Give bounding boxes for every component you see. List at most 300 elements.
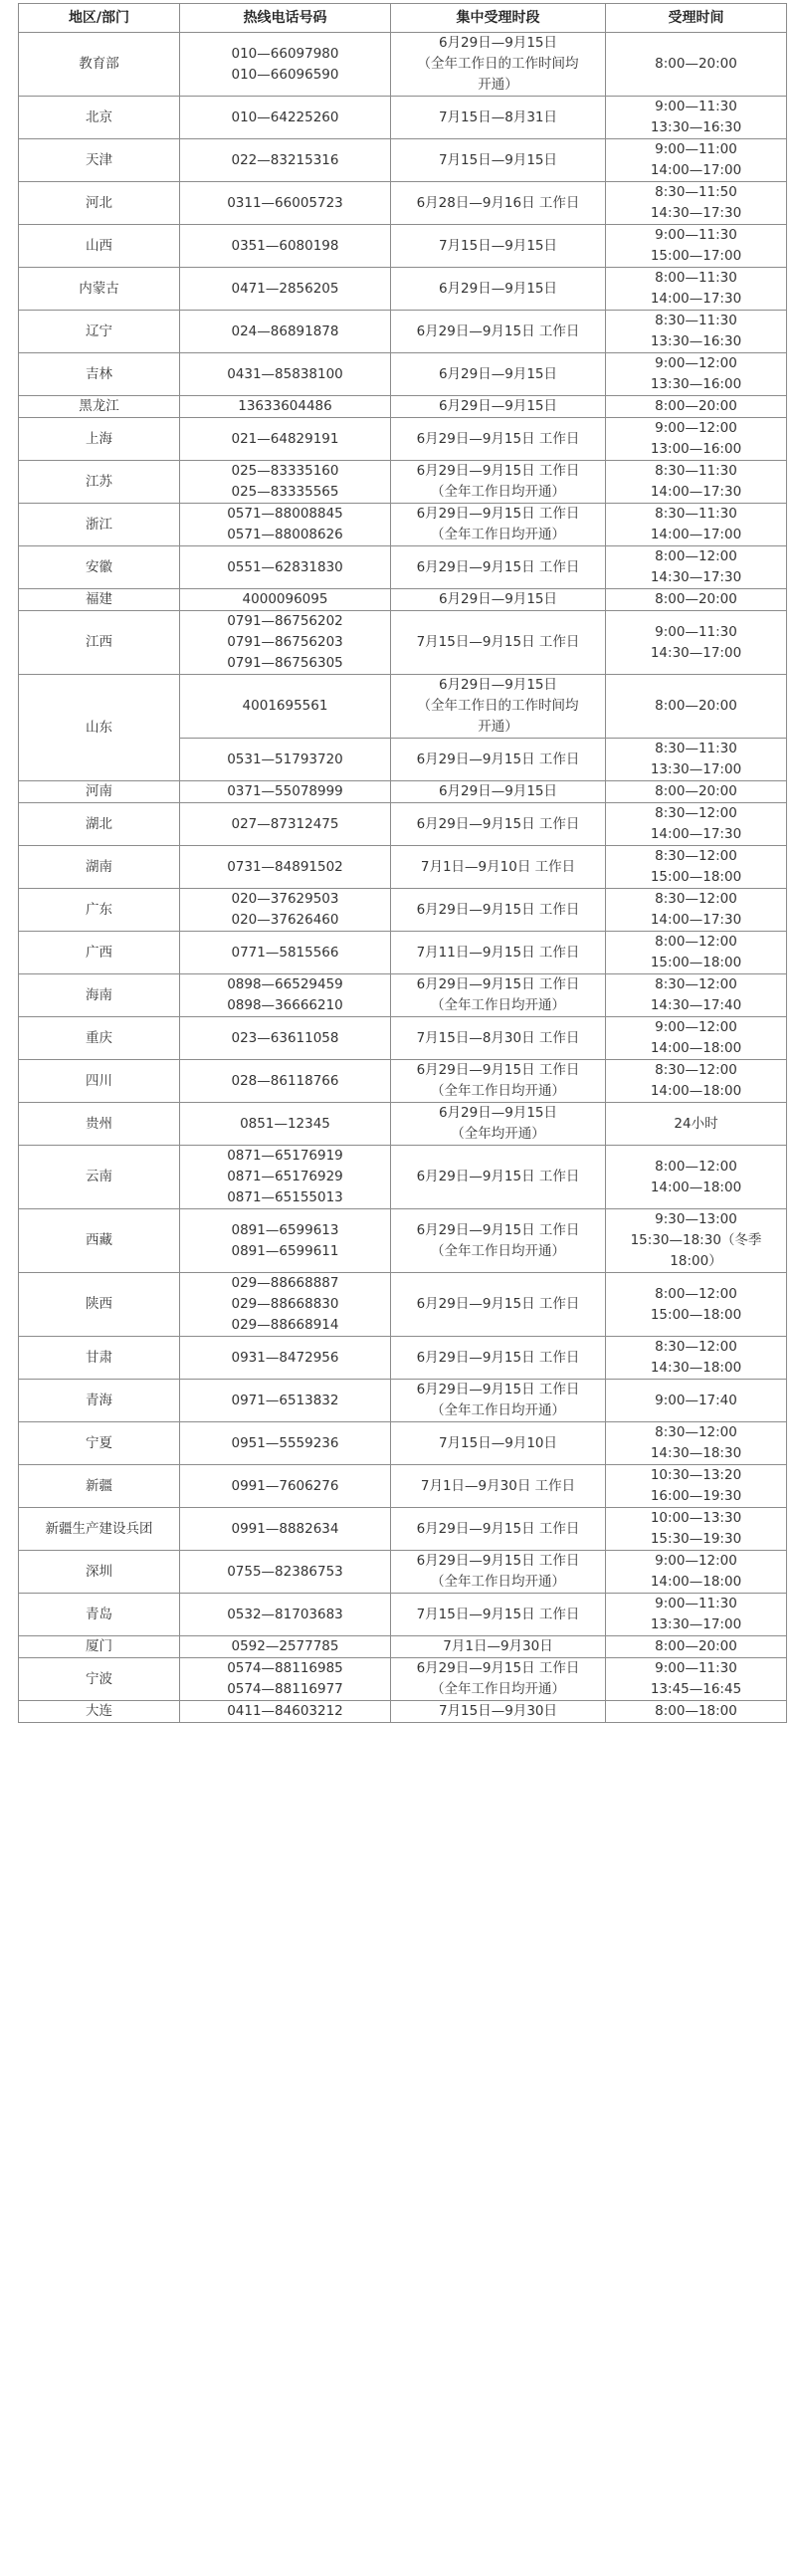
phone-cell [180,1103,391,1146]
table-row [19,311,787,353]
region-cell: 四川 [19,1060,180,1103]
period-cell [391,1701,606,1723]
phone-cell [180,1060,391,1103]
phone-cell-line: 0891—6599613 [231,1221,339,1238]
hours-cell-line: 8:30—12:00 [655,805,737,821]
hours-cell-line: 9:00—11:30 [655,227,737,243]
phone-cell-line: 4001695561 [242,698,328,714]
hours-cell [606,1146,787,1209]
hours-cell-line: 15:00—18:00 [650,1306,742,1323]
phone-cell-line: 0771—5815566 [231,944,339,961]
table-row [19,418,787,461]
hours-cell-line: 8:00—20:00 [655,1638,737,1654]
phone-cell [180,1636,391,1658]
hours-cell-line: 14:00—17:30 [650,291,742,307]
hours-cell-line: 8:00—20:00 [655,398,737,414]
table-row [19,889,787,932]
phone-cell-line: 024—86891878 [231,322,339,339]
header-region: 地区/部门 [19,4,180,33]
table-row [19,1701,787,1723]
table-row [19,1273,787,1337]
region-cell: 广西 [19,932,180,974]
period-cell [391,1337,606,1380]
hours-cell-line: 15:30—19:30 [650,1531,742,1547]
period-cell-line: 6月29日—9月15日 工作日 [416,1062,580,1078]
period-cell [391,1658,606,1701]
region-cell: 海南 [19,974,180,1017]
period-cell-line: 7月1日—9月10日 工作日 [420,858,576,875]
table-row [19,504,787,546]
phone-cell-line: 0351—6080198 [231,237,339,254]
hours-cell-line: 18:00） [670,1253,722,1269]
hours-cell [606,33,787,97]
hours-cell [606,1658,787,1701]
hours-cell-line: 9:00—11:30 [655,99,737,114]
period-cell-line: 6月29日—9月15日 [438,398,558,414]
hours-cell [606,889,787,932]
period-cell-line: 开通） [478,719,518,735]
hours-cell [606,461,787,504]
phone-cell-line: 0755—82386753 [227,1563,343,1580]
period-cell [391,675,606,739]
region-cell: 青海 [19,1380,180,1422]
phone-cell-line: 0931—8472956 [231,1349,339,1366]
phone-cell [180,1465,391,1508]
phone-cell-line: 0411—84603212 [227,1703,343,1719]
phone-cell-line: 0891—6599611 [231,1242,339,1259]
phone-cell-line: 0871—65155013 [227,1189,343,1205]
period-cell-line: 6月29日—9月15日 工作日 [416,1520,580,1537]
table-row [19,461,787,504]
table-row [19,1551,787,1594]
period-cell [391,33,606,97]
period-cell-line: 6月29日—9月15日 [438,35,558,51]
phone-cell [180,1658,391,1701]
period-cell-line: 6月29日—9月15日 工作日 [416,506,580,522]
period-cell-line: 6月29日—9月15日 [438,591,558,607]
period-cell-line: 6月29日—9月15日 [438,783,558,799]
period-cell-line: （全年工作日均开通） [431,1242,565,1259]
period-cell-line: 7月15日—9月15日 工作日 [416,1606,580,1622]
phone-cell [180,1701,391,1723]
period-cell [391,1380,606,1422]
hours-cell-line: 15:00—17:00 [650,248,742,264]
phone-cell [180,781,391,803]
hours-cell-line: 8:30—12:00 [655,1062,737,1078]
period-cell [391,1465,606,1508]
hours-cell-line: 14:30—17:30 [650,569,742,585]
hours-cell-line: 8:30—12:00 [655,891,737,907]
period-cell-line: 6月29日—9月15日 工作日 [416,1221,580,1238]
hours-cell-line: 10:00—13:30 [650,1510,742,1526]
phone-cell-line: 0574—88116977 [227,1681,343,1697]
header-phone: 热线电话号码 [180,4,391,33]
hours-cell-line: 8:00—12:00 [655,548,737,564]
hours-cell-line: 13:30—16:00 [650,376,742,392]
period-cell [391,418,606,461]
hours-cell [606,139,787,182]
phone-cell-line: 010—66097980 [231,45,339,62]
hours-cell-line: 8:00—11:30 [655,270,737,286]
region-cell: 湖北 [19,803,180,846]
region-cell: 新疆生产建设兵团 [19,1508,180,1551]
phone-cell-line: 025—83335565 [231,484,339,500]
phone-cell [180,974,391,1017]
table-row [19,268,787,311]
hours-cell [606,1701,787,1723]
table-row [19,846,787,889]
header-period: 集中受理时段 [391,4,606,33]
region-cell: 湖南 [19,846,180,889]
table-row [19,546,787,589]
hours-cell [606,1337,787,1380]
region-cell: 江苏 [19,461,180,504]
period-cell-line: 6月29日—9月15日 工作日 [416,1553,580,1569]
phone-cell [180,675,391,739]
region-cell: 山东 [19,675,180,781]
hours-cell [606,932,787,974]
phone-cell-line: 0571—88008626 [227,527,343,542]
phone-cell-line: 0592—2577785 [231,1638,339,1654]
period-cell-line: 6月29日—9月15日 [438,280,558,297]
phone-cell-line: 0471—2856205 [231,280,339,297]
hours-cell-line: 9:00—11:30 [655,1596,737,1611]
phone-cell-line: 0551—62831830 [227,558,343,575]
period-cell-line: 6月29日—9月15日 工作日 [416,322,580,339]
table-row [19,1636,787,1658]
hours-cell-line: 9:00—17:40 [655,1392,737,1408]
hours-cell [606,225,787,268]
hours-cell [606,268,787,311]
hours-cell-line: 14:00—17:00 [650,527,742,542]
table-row [19,675,787,739]
phone-cell-line: 0871—65176919 [227,1148,343,1164]
region-cell: 青岛 [19,1594,180,1636]
region-cell: 广东 [19,889,180,932]
period-cell-line: （全年均开通） [451,1126,545,1142]
region-cell: 河北 [19,182,180,225]
hours-cell [606,675,787,739]
hours-cell-line: 8:00—20:00 [655,591,737,607]
phone-cell [180,611,391,675]
hours-cell-line: 10:30—13:20 [650,1467,742,1483]
region-cell: 辽宁 [19,311,180,353]
hours-cell-line: 13:30—16:30 [650,333,742,349]
phone-cell [180,139,391,182]
period-cell-line: 开通） [478,77,518,93]
phone-cell [180,268,391,311]
hours-cell-line: 8:30—12:00 [655,1424,737,1440]
hours-cell-line: 8:30—11:30 [655,506,737,522]
period-cell [391,139,606,182]
phone-cell-line: 0991—7606276 [231,1477,339,1494]
period-cell [391,546,606,589]
period-cell [391,739,606,781]
period-cell-line: 7月15日—8月30日 工作日 [416,1029,580,1046]
hours-cell-line: 15:00—18:00 [650,955,742,970]
phone-cell [180,589,391,611]
period-cell [391,781,606,803]
table-row [19,932,787,974]
hours-cell-line: 8:00—20:00 [655,698,737,714]
period-cell [391,611,606,675]
hours-cell [606,1380,787,1422]
hours-cell [606,1465,787,1508]
phone-cell-line: 0791—86756203 [227,634,343,650]
period-cell-line: 7月15日—9月30日 [438,1703,558,1719]
table-row [19,611,787,675]
region-cell: 宁波 [19,1658,180,1701]
phone-cell [180,461,391,504]
period-cell [391,504,606,546]
header-hours: 受理时间 [606,4,787,33]
hours-cell [606,97,787,139]
hours-cell [606,1508,787,1551]
period-cell-line: 6月29日—9月15日 工作日 [416,430,580,447]
period-cell [391,182,606,225]
period-cell [391,589,606,611]
period-cell-line: 6月29日—9月15日 工作日 [416,1169,580,1184]
hours-cell-line: 8:00—18:00 [655,1703,737,1719]
hours-cell-line: 14:00—17:30 [650,826,742,842]
phone-cell [180,33,391,97]
hotline-table [18,3,787,1723]
table-row [19,1146,787,1209]
period-cell [391,889,606,932]
phone-cell [180,1594,391,1636]
hours-cell-line: 13:45—16:45 [650,1681,742,1697]
hours-cell [606,546,787,589]
hours-cell [606,846,787,889]
table-row [19,33,787,97]
period-cell [391,1103,606,1146]
phone-cell [180,396,391,418]
period-cell [391,396,606,418]
period-cell-line: （全年工作日均开通） [431,1402,565,1418]
period-cell [391,311,606,353]
hours-cell [606,1422,787,1465]
period-cell [391,846,606,889]
phone-cell [180,182,391,225]
phone-cell-line: 0971—6513832 [231,1392,339,1408]
region-cell: 新疆 [19,1465,180,1508]
hours-cell-line: 13:30—16:30 [650,119,742,135]
phone-cell-line: 0431—85838100 [227,365,343,382]
hours-cell-line: 8:30—12:00 [655,848,737,864]
table-row [19,225,787,268]
hours-cell-line: 8:30—12:00 [655,976,737,992]
hours-cell [606,739,787,781]
table-row [19,1594,787,1636]
table-row [19,1658,787,1701]
period-cell-line: 7月1日—9月30日 [443,1638,553,1654]
period-cell-line: （全年工作日均开通） [431,484,565,500]
phone-cell-line: 0531—51793720 [227,751,343,767]
hours-cell [606,803,787,846]
table-row [19,1209,787,1273]
period-cell [391,1209,606,1273]
period-cell [391,1508,606,1551]
hours-cell-line: 9:00—12:00 [655,355,737,371]
table-row [19,1337,787,1380]
period-cell-line: 6月29日—9月15日 [438,677,558,693]
region-cell: 重庆 [19,1017,180,1060]
table-row [19,139,787,182]
header-row [19,4,787,33]
period-cell [391,225,606,268]
hours-cell [606,1273,787,1337]
hours-cell [606,974,787,1017]
period-cell-line: 7月11日—9月15日 工作日 [416,944,580,961]
table-row [19,781,787,803]
phone-cell [180,889,391,932]
period-cell-line: 6月28日—9月16日 工作日 [416,194,580,211]
region-cell: 陕西 [19,1273,180,1337]
hours-cell-line: 13:30—17:00 [650,761,742,777]
phone-cell [180,1508,391,1551]
hours-cell-line: 14:00—18:00 [650,1040,742,1056]
hours-cell [606,1636,787,1658]
period-cell-line: 6月29日—9月15日 工作日 [416,1296,580,1312]
period-cell-line: 6月29日—9月15日 工作日 [416,1660,580,1676]
period-cell-line: （全年工作日均开通） [431,997,565,1013]
phone-cell-line: 029—88668914 [231,1317,339,1333]
hours-cell-line: 14:00—17:30 [650,484,742,500]
period-cell-line: 6月29日—9月15日 [438,1105,558,1121]
phone-cell-line: 0898—36666210 [227,997,343,1013]
period-cell-line: 7月15日—9月15日 工作日 [416,634,580,650]
phone-cell [180,1273,391,1337]
period-cell-line: 6月29日—9月15日 工作日 [416,976,580,992]
table-row [19,1465,787,1508]
phone-cell-line: 021—64829191 [231,430,339,447]
region-cell: 云南 [19,1146,180,1209]
phone-cell-line: 020—37626460 [231,912,339,928]
hours-cell-line: 9:00—12:00 [655,1553,737,1569]
table-row [19,97,787,139]
hours-cell-line: 8:30—11:50 [655,184,737,200]
hours-cell-line: 15:00—18:00 [650,869,742,885]
region-cell: 天津 [19,139,180,182]
region-cell: 江西 [19,611,180,675]
phone-cell-line: 4000096095 [242,591,328,607]
phone-cell [180,225,391,268]
hours-cell [606,353,787,396]
hours-cell-line: 8:00—12:00 [655,1285,737,1302]
phone-cell [180,504,391,546]
hours-cell [606,418,787,461]
phone-cell [180,1551,391,1594]
hours-cell-line: 14:00—17:00 [650,162,742,178]
phone-cell-line: 025—83335160 [231,463,339,479]
hours-cell [606,611,787,675]
hours-cell [606,504,787,546]
phone-cell-line: 0574—88116985 [227,1660,343,1676]
phone-cell [180,803,391,846]
period-cell [391,353,606,396]
hours-cell [606,1209,787,1273]
phone-cell [180,1422,391,1465]
period-cell [391,1060,606,1103]
phone-cell-line: 0311—66005723 [227,194,343,211]
phone-cell-line: 029—88668830 [231,1296,339,1312]
phone-cell [180,97,391,139]
phone-cell [180,1017,391,1060]
phone-cell-line: 0898—66529459 [227,976,343,992]
period-cell [391,1422,606,1465]
region-cell: 福建 [19,589,180,611]
hours-cell-line: 8:00—12:00 [655,1158,737,1175]
hours-cell [606,1103,787,1146]
period-cell-line: （全年工作日的工作时间均 [417,698,579,714]
phone-cell-line: 029—88668887 [231,1275,339,1291]
phone-cell [180,1209,391,1273]
region-cell: 安徽 [19,546,180,589]
period-cell-line: 7月15日—8月31日 [438,108,558,125]
table-row [19,353,787,396]
hours-cell-line: 14:00—18:00 [650,1179,742,1195]
period-cell [391,1594,606,1636]
table-row [19,1017,787,1060]
region-cell: 河南 [19,781,180,803]
phone-cell-line: 010—64225260 [231,108,339,125]
period-cell [391,932,606,974]
region-cell: 教育部 [19,33,180,97]
hours-cell-line: 14:30—18:30 [650,1445,742,1461]
phone-cell [180,418,391,461]
region-cell: 吉林 [19,353,180,396]
hours-cell-line: 15:30—18:30（冬季 [630,1232,762,1248]
period-cell-line: （全年工作日均开通） [431,527,565,542]
phone-cell [180,1337,391,1380]
table-row [19,1380,787,1422]
phone-cell-line: 0571—88008845 [227,506,343,522]
period-cell [391,268,606,311]
hours-cell-line: 14:00—18:00 [650,1083,742,1099]
phone-cell-line: 0731—84891502 [227,858,343,875]
period-cell [391,461,606,504]
hours-cell-line: 13:30—17:00 [650,1616,742,1632]
hours-cell-line: 8:30—11:30 [655,313,737,328]
phone-cell [180,311,391,353]
phone-cell [180,546,391,589]
table-row [19,1422,787,1465]
region-cell: 宁夏 [19,1422,180,1465]
period-cell-line: 6月29日—9月15日 工作日 [416,1349,580,1366]
hours-cell-line: 8:00—12:00 [655,934,737,950]
hours-cell-line: 24小时 [674,1115,718,1132]
period-cell [391,1273,606,1337]
phone-cell-line: 0532—81703683 [227,1606,343,1622]
region-cell: 西藏 [19,1209,180,1273]
table-row [19,1060,787,1103]
period-cell-line: 6月29日—9月15日 工作日 [416,463,580,479]
period-cell-line: 7月1日—9月30日 工作日 [420,1477,576,1494]
phone-cell-line: 028—86118766 [231,1072,339,1089]
hours-cell [606,781,787,803]
period-cell-line: 7月15日—9月10日 [438,1434,558,1451]
hours-cell [606,1060,787,1103]
hours-cell [606,1017,787,1060]
phone-cell-line: 0851—12345 [240,1115,330,1132]
period-cell-line: （全年工作日均开通） [431,1681,565,1697]
table-row [19,1508,787,1551]
hours-cell [606,182,787,225]
phone-cell-line: 023—63611058 [231,1029,339,1046]
hours-cell-line: 8:30—11:30 [655,463,737,479]
table-row [19,803,787,846]
region-cell: 浙江 [19,504,180,546]
